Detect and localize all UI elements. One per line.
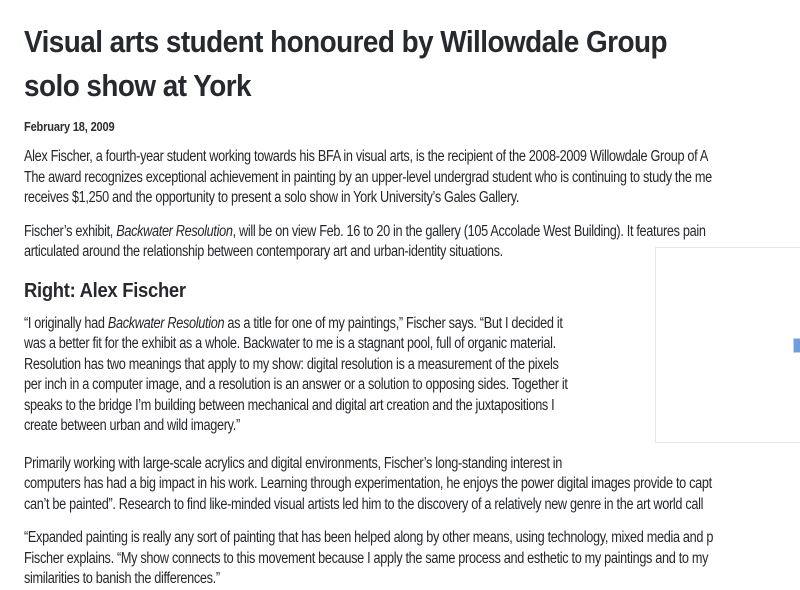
broken-image-icon bbox=[793, 338, 800, 353]
article-image-placeholder bbox=[655, 247, 800, 443]
text-line: “Expanded painting is really any sort of painting that has been helped along by other means, using technology, mixed media and p bbox=[24, 528, 800, 549]
text-line: articulated around the relationship between contemporary art and urban-identity situations. bbox=[24, 242, 800, 263]
text-line: Fischer’s exhibit, Backwater Resolution, will be on view Feb. 16 to 20 in the gallery (105 Accolade West Building). It features pain bbox=[24, 222, 800, 243]
text-line: create between urban and wild imagery.” bbox=[24, 416, 800, 437]
text-line: computers has had a big impact in his work. Learning through experimentation, he enjoys the power digital images provide to capt bbox=[24, 474, 800, 495]
text-line: can’t be painted”. Research to find like-minded visual artists led him to the discovery of a relatively new genre in the art world call bbox=[24, 495, 800, 516]
expanded-painting-paragraph bbox=[24, 528, 800, 590]
text-line: per inch in a computer image, and a resolution is an answer or a solution to opposing sides. Together it bbox=[24, 375, 800, 396]
text-line: Right: Alex Fischer bbox=[24, 278, 800, 304]
text-line: similarities to banish the differences.” bbox=[24, 569, 800, 590]
text-line: Primarily working with large-scale acrylics and digital environments, Fischer’s long-standing interest in bbox=[24, 454, 800, 475]
text-line: February 18, 2009 bbox=[24, 118, 114, 136]
text-line: Visual arts student honoured by Willowdale Group bbox=[24, 20, 800, 64]
text-line: Alex Fischer, a fourth-year student working towards his BFA in visual arts, is the recipient of the 2008-2009 Willowdale Group of A bbox=[24, 147, 800, 168]
text-line: solo show at York bbox=[24, 64, 800, 108]
practice-paragraph bbox=[24, 454, 800, 516]
text-line: Fischer explains. “My show connects to this movement because I apply the same process and esthetic to my paintings and to my bbox=[24, 549, 800, 570]
intro-paragraph bbox=[24, 147, 800, 209]
article-date bbox=[24, 118, 800, 136]
text-line: was a better fit for the exhibit as a whole. Backwater to me is a stagnant pool, full of organic material. bbox=[24, 334, 800, 355]
text-line: receives $1,250 and the opportunity to present a solo show in York University’s Gales Gallery. bbox=[24, 188, 800, 209]
text-line: Resolution has two meanings that apply to my show: digital resolution is a measurement of the pixels bbox=[24, 355, 800, 376]
text-line: speaks to the bridge I’m building between mechanical and digital art creation and the juxtapositions I bbox=[24, 396, 800, 417]
text-line: The award recognizes exceptional achievement in painting by an upper-level undergrad student who is continuing to study the me bbox=[24, 168, 800, 189]
page-title bbox=[24, 20, 800, 108]
text-line: “I originally had Backwater Resolution as a title for one of my paintings,” Fischer says. “But I decided it bbox=[24, 314, 800, 335]
